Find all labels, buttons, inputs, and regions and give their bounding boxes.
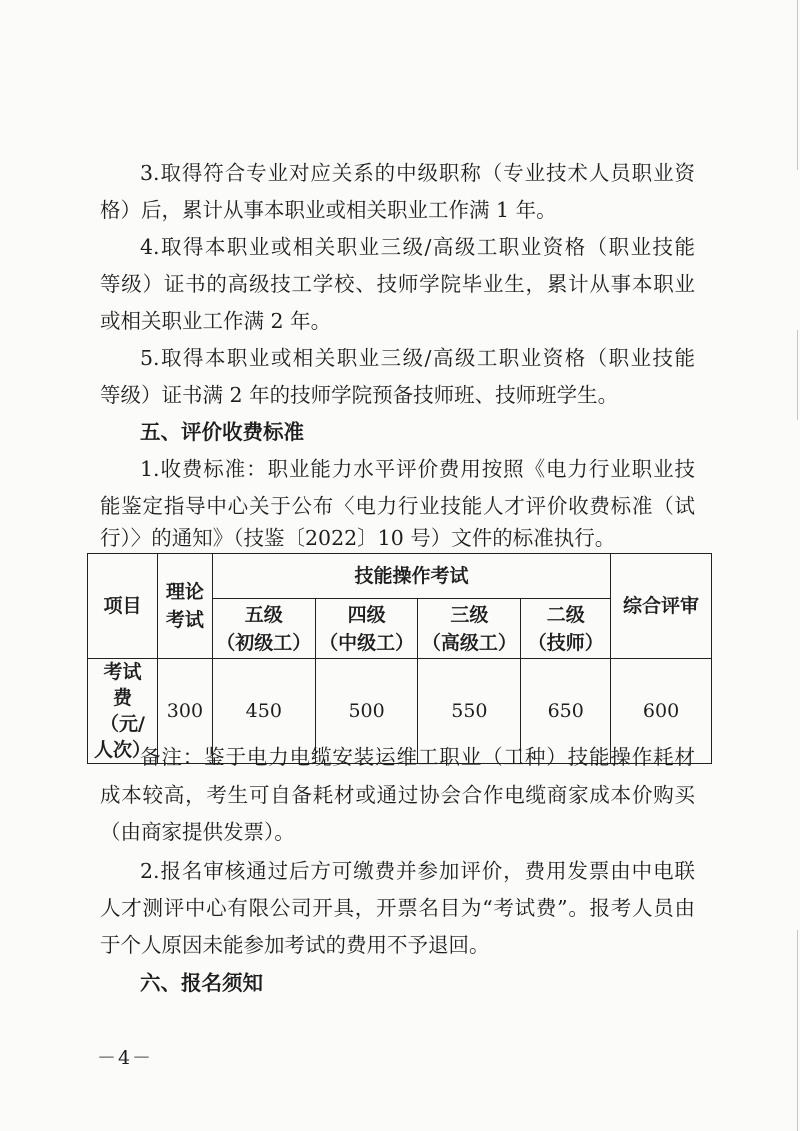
level-name: 三级 (450, 603, 489, 626)
fee-value: 600 (611, 659, 712, 764)
scan-edge-line (797, 0, 798, 170)
level-sub: （初级工） (216, 631, 312, 654)
paragraph-line: 4.取得本职业或相关职业三级/高级工职业资格（职业技能 (140, 235, 695, 259)
paragraph-line: 格）后，累计从事本职业或相关职业工作满 1 年。 (100, 198, 557, 222)
page-number: －4－ (96, 1047, 154, 1069)
paragraph-line: 等级）证书满 2 年的技师学院预备技师班、技师班学生。 (100, 383, 619, 407)
note-line: 备注：鉴于电力电缆安装运维工职业（工种）技能操作耗材 (140, 745, 695, 769)
level-name: 二级 (546, 603, 585, 626)
paragraph-line: 5.取得本职业或相关职业三级/高级工职业资格（职业技能 (140, 346, 695, 370)
scan-edge-line (797, 930, 798, 1131)
level-header (315, 599, 418, 659)
paragraph-line: 于个人原因未能参加考试的费用不予退回。 (100, 933, 490, 957)
header-skill-exam: 技能操作考试 (212, 554, 610, 599)
level-name: 四级 (347, 603, 386, 626)
paragraph-line: 1.收费标准：职业能力水平评价费用按照《电力行业职业技 (140, 457, 695, 481)
header-item: 项目 (88, 554, 158, 659)
fee-value: 300 (157, 659, 212, 764)
paragraph-line: 等级）证书的高级技工学校、技师学院毕业生，累计从事本职业 (100, 272, 695, 296)
fee-value: 450 (212, 659, 315, 764)
level-sub: （技师） (527, 631, 604, 654)
header-comprehensive-review: 综合评审 (611, 554, 712, 659)
note-line: （由商家提供发票）。 (100, 820, 295, 844)
scan-edge-line (797, 330, 798, 420)
level-header (212, 599, 315, 659)
fee-value: 650 (521, 659, 611, 764)
row-label-exam-fee: 考试费（元/人次） (88, 659, 158, 764)
paragraph-line: 2.报名审核通过后方可缴费并参加评价，费用发票由中电联 (140, 859, 695, 883)
level-sub: （中级工） (319, 631, 415, 654)
level-name: 五级 (244, 603, 283, 626)
fee-value: 550 (418, 659, 521, 764)
level-header (521, 599, 611, 659)
note-line: 成本较高，考生可自备耗材或通过协会合作电缆商家成本价购买 (100, 783, 695, 807)
paragraph-line: 能鉴定指导中心关于公布〈电力行业技能人才评价收费标准（试 (100, 494, 695, 518)
paragraph-line: 行）〉的通知》（技鉴〔2022〕10 号）文件的标准执行。 (100, 526, 616, 550)
section-heading-registration: 六、报名须知 (140, 971, 263, 995)
fee-table (87, 553, 712, 764)
level-header (418, 599, 521, 659)
header-theory-exam: 理论考试 (157, 554, 212, 659)
paragraph-line: 或相关职业工作满 2 年。 (100, 309, 332, 333)
level-sub: （高级工） (421, 631, 517, 654)
paragraph-line: 人才测评中心有限公司开具，开票名目为“考试费”。报考人员由 (100, 896, 695, 920)
paragraph-line: 3.取得符合专业对应关系的中级职称（专业技术人员职业资 (140, 161, 695, 185)
fee-value: 500 (315, 659, 418, 764)
section-heading-fees: 五、评价收费标准 (140, 420, 304, 444)
